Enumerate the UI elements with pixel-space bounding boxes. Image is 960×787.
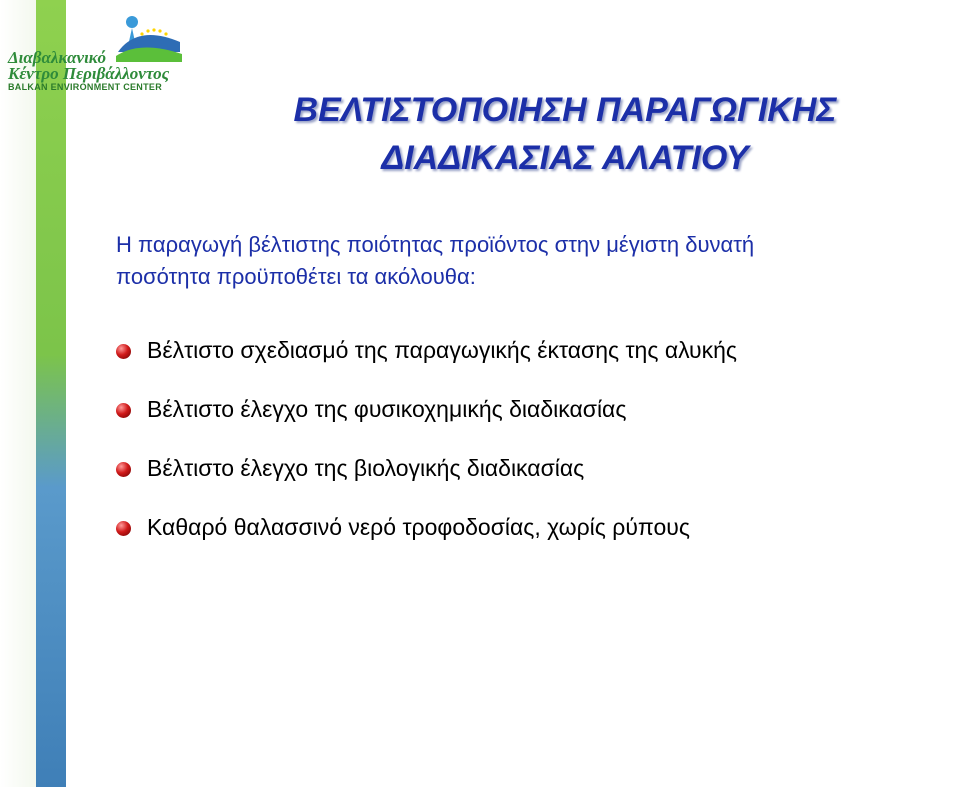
title-line-2: ΔΙΑΔΙΚΑΣΙΑΣ ΑΛΑΤΙΟΥ [381, 139, 749, 177]
slide-title [195, 86, 935, 182]
bullet-text: Βέλτιστο έλεγχο της βιολογικής διαδικασίας [147, 455, 585, 481]
intro-line-1: Η παραγωγή βέλτιστης ποιότητας προϊόντος στην μέγιστη δυνατή [116, 232, 755, 257]
bullet-icon [116, 462, 131, 477]
title-line-1: ΒΕΛΤΙΣΤΟΠΟΙΗΣΗ ΠΑΡΑΓΩΓΙΚΗΣ [293, 91, 837, 129]
logo-text-english: BALKAN ENVIRONMENT CENTER [8, 82, 163, 92]
intro-paragraph [116, 229, 956, 293]
side-band-fade [0, 0, 36, 787]
side-band [36, 0, 66, 787]
bullet-text: Καθαρό θαλασσινό νερό τροφοδοσίας, χωρίς ρύπους [147, 514, 690, 540]
logo [8, 12, 188, 97]
logo-text-greek-2: Κέντρο Περιβάλλοντος [8, 64, 170, 83]
intro-line-2: ποσότητα προϋποθέτει τα ακόλουθα: [116, 264, 476, 289]
logo-text-greek-1: Διαβαλκανικό [8, 48, 106, 67]
bullet-icon [116, 403, 131, 418]
bullet-text: Βέλτιστο έλεγχο της φυσικοχημικής διαδικασίας [147, 396, 627, 422]
bullet-text: Βέλτιστο σχεδιασμό της παραγωγικής έκτασης της αλυκής [147, 337, 738, 363]
bullet-icon [116, 344, 131, 359]
bullet-icon [116, 521, 131, 536]
